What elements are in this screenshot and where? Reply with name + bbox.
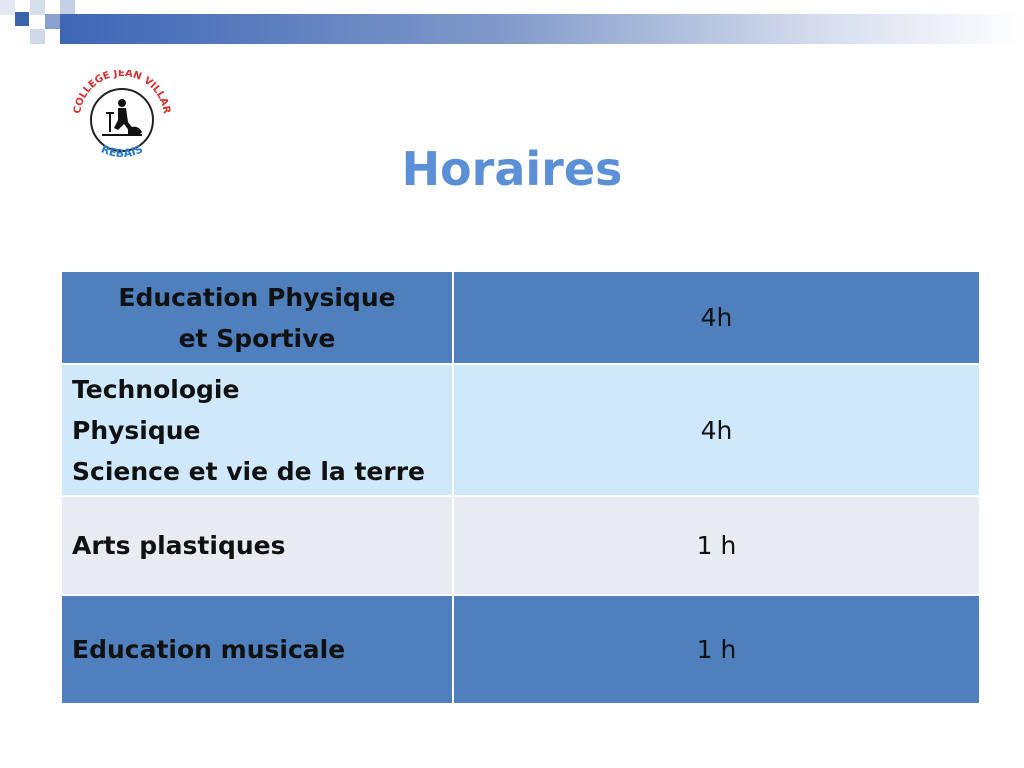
decor-square [0, 0, 15, 15]
subject-cell [61, 595, 453, 704]
subject-cell [61, 496, 453, 595]
table-row [61, 364, 980, 496]
subject-line: Physique [72, 415, 201, 445]
decor-square [45, 14, 60, 29]
hours-cell: 4h [453, 271, 980, 364]
subject-line: Arts plastiques [72, 531, 286, 560]
subject-line: Education musicale [72, 635, 346, 664]
table-row [61, 496, 980, 595]
svg-text:COLLEGE JEAN VILLAR: COLLEGE JEAN VILLAR [72, 70, 172, 115]
page-title: Horaires [401, 142, 623, 196]
decor-square [15, 12, 29, 26]
schedule-table [60, 270, 981, 705]
svg-text:REBAIS: REBAIS [99, 142, 145, 161]
hours-cell: 1 h [453, 496, 980, 595]
subject-line: Technologie [72, 374, 240, 404]
hours-cell: 4h [453, 364, 980, 496]
table-row [61, 271, 980, 364]
decorative-header-bar [0, 0, 1024, 64]
decor-gradient-bar [60, 14, 1024, 44]
subject-line: Science et vie de la terre [72, 456, 425, 486]
subject-line: et Sportive [178, 323, 336, 353]
hours-cell: 1 h [453, 595, 980, 704]
subject-cell [61, 364, 453, 496]
subject-cell [61, 271, 453, 364]
decor-square [60, 0, 75, 14]
table-row [61, 595, 980, 704]
decor-square [30, 29, 45, 44]
subject-line: Education Physique [118, 282, 396, 312]
decor-square [30, 0, 45, 15]
